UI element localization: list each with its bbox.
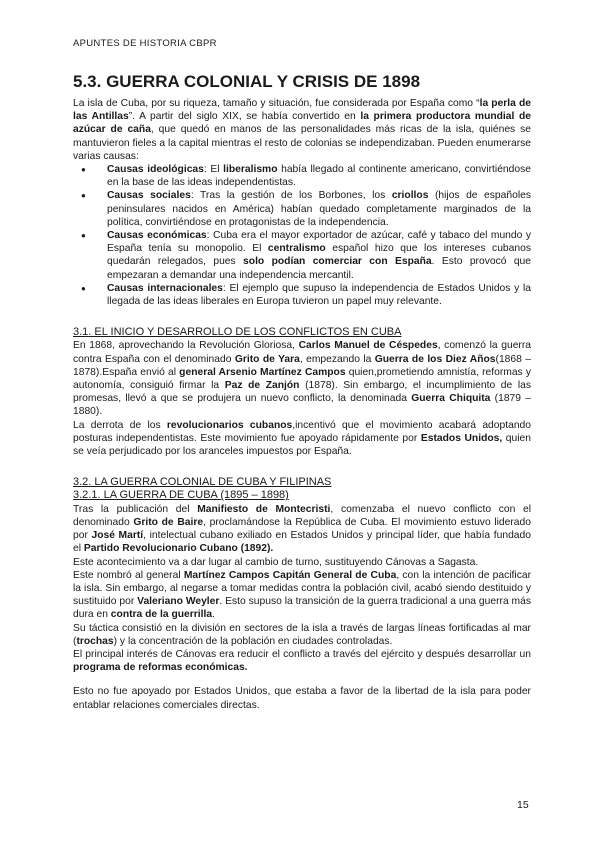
section-3-1-paragraph-1: En 1868, aprovechando la Revolución Gloriosa, Carlos Manuel de Céspedes, comenzó la guerra contra España con el denominado Grito de Yara, empezando la Guerra de los Diez Años(1868 – 1878).España envió al general Arsenio Martínez Campos quien,prometiendo amnistía, reformas y autonomía, consiguió firmar la Paz de Zanjón (1878). Sin embargo, el incumplimiento de las promesas, llevó a que se produjera un nuevo conflicto, la denominada Guerra Chiquita (1879 – 1880).	[73, 340, 532, 418]
list-item: ● Causas ideológicas: El liberalismo había llegado al continente americano, convirtiéndose en la base de las ideas independentistas.	[107, 163, 531, 189]
section-3-1-paragraph-2: La derrota de los revolucionarios cubanos,incentivó que el movimiento acabará adoptando posturas independentistas. Este movimiento fue apoyado rápidamente por Estados Unidos, quien se veía perjudicado por los aranceles impuestos por España.	[73, 419, 532, 458]
document-body	[73, 97, 531, 712]
list-item: ● Causas sociales: Tras la gestión de los Borbones, los criollos (hijos de españoles peninsulares nacidos en América) habían quedado completamente marginados de la política, convirtiéndose en protagonistas de la independencia.	[107, 189, 531, 229]
section-3-2-paragraph-4: Su táctica consistió en la división en sectores de la isla a través de largas líneas fortificadas al mar (trochas) y la concentración de la población en ciudades controladas.	[73, 622, 531, 647]
section-3-2-paragraph-3: Este nombró al general Martínez Campos Capitán General de Cuba, con la intención de pacificar la isla. Sin embargo, al negarse a tomar medidas contra la población civil, acabó siendo destituido y sustituido por Valeriano Weyler. Esto supuso la transición de la guerra tradicional a una guerra más dura en contra de la guerrilla.	[73, 569, 532, 621]
intro-paragraph: La isla de Cuba, por su riqueza, tamaño y situación, fue considerada por España como “la perla de las Antillas”. A partir del siglo XIX, se había convertido en la primera productora mundial de azúcar de caña, que quedó en manos de las personalidades más ricas de la isla, quiénes se mantuvieron fieles a la capital mientras el resto de colonias se independizaban. Pueden enumerarse varias causas:	[73, 98, 532, 162]
section-3-2-paragraph-2: Este acontecimiento va a dar lugar al cambio de turno, sustituyendo Cánovas a Sagasta.	[73, 556, 479, 568]
section-3-2-paragraph-6: Esto no fue apoyado por Estados Unidos, que estaba a favor de la libertad de la isla para poder entablar relaciones comerciales directas.	[73, 686, 531, 711]
causes-list	[73, 163, 531, 308]
page-title: 5.3. GUERRA COLONIAL Y CRISIS DE 1898	[73, 72, 421, 91]
list-item: ● Causas internacionales: El ejemplo que supuso la independencia de Estados Unidos y la llegada de las ideas liberales en Europa tuvieron un papel muy relevante.	[107, 282, 531, 308]
section-3-2-paragraph-5: El principal interés de Cánovas era reducir el conflicto a través del ejército y después desarrollar un programa de reformas económicas.	[73, 648, 531, 674]
subsection-heading-3-2-1: 3.2.1. LA GUERRA DE CUBA (1895 – 1898)	[73, 489, 289, 502]
list-item: ● Causas económicas: Cuba era el mayor exportador de azúcar, café y tabaco del mundo y España tenía su monopolio. El centralismo español hizo que los intereses cubanos quedarán relegados, pues solo podían comerciar con España. Esto provocó que empezaran a demandar una independencia mercantil.	[107, 229, 531, 282]
section-3-2-paragraph-1: Tras la publicación del Manifiesto de Montecristi, comenzaba el nuevo conflicto con el denominado Grito de Baire, proclamándose la República de Cuba. El movimiento estuvo liderado por José Martí, intelectual cubano exiliado en Estados Unidos y principal líder, que había fundado el Partido Revolucionario Cubano (1892).	[73, 503, 532, 555]
section-heading-3-1: 3.1. EL INICIO Y DESARROLLO DE LOS CONFLICTOS EN CUBA	[73, 326, 402, 339]
page-number: 15	[517, 799, 529, 811]
section-heading-3-2: 3.2. LA GUERRA COLONIAL DE CUBA Y FILIPINAS	[73, 476, 332, 489]
page-header: APUNTES DE HISTORIA CBPR	[73, 38, 217, 49]
